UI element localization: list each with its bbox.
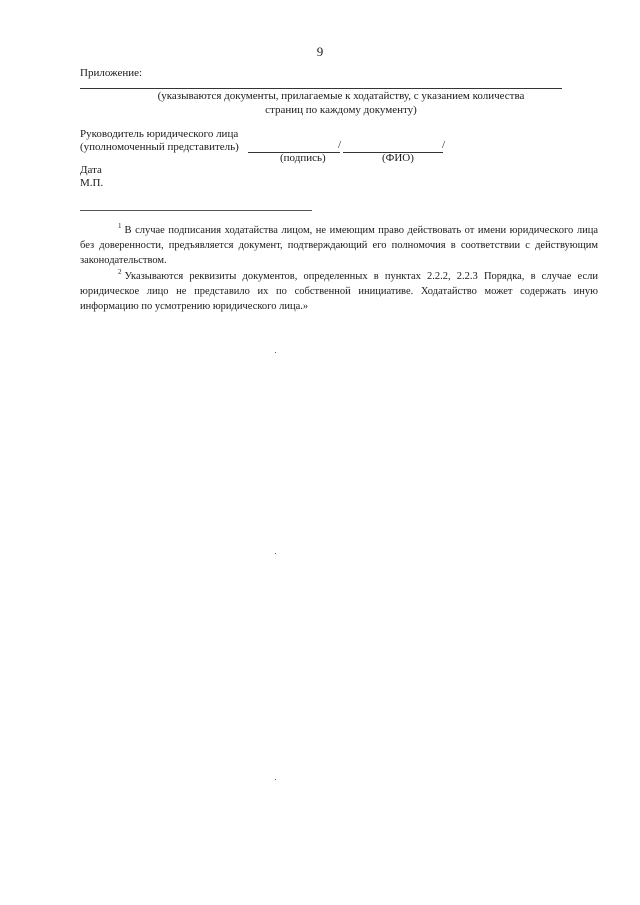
signatory-subtitle: (уполномоченный представитель) [80, 141, 239, 153]
footnote-1-text: В случае подписания ходатайства лицом, не имеющим право действовать от имени юридического лица без доверенности, предъявляется документ, подтверждающий его полномочия в соответствии с действующим законодательством. [80, 225, 598, 267]
attachment-line [80, 88, 562, 89]
scan-speck [275, 352, 276, 353]
attachment-hint-line1: (указываются документы, прилагаемые к ходатайству, с указанием количества [157, 90, 525, 102]
page-number: 9 [316, 44, 324, 59]
name-separator: / [442, 139, 446, 151]
date-label: Дата [80, 164, 102, 176]
footnote-2-mark: 2 [118, 267, 122, 276]
footnote-1 [80, 223, 598, 269]
footnotes [80, 223, 598, 314]
name-caption: (ФИО) [382, 152, 414, 164]
footnote-separator [80, 210, 312, 211]
footnote-2-text: Указываются реквизиты документов, определенных в пунктах 2.2.2, 2.2.3 Порядка, в случае если юридическое лицо не представило их по собственной инициативе. Ходатайство может содержать иную информацию по усмотрению юридического лица.» [80, 270, 598, 313]
footnote-2 [80, 269, 598, 315]
signatory-title: Руководитель юридического лица [80, 128, 239, 140]
scan-speck [275, 779, 276, 780]
footnote-1-mark: 1 [118, 222, 122, 230]
signature-caption: (подпись) [280, 152, 326, 164]
signature-separator: / [338, 139, 342, 151]
scan-speck [275, 553, 276, 554]
attachment-label: Приложение: [80, 67, 143, 79]
seal-label: М.П. [80, 177, 104, 189]
attachment-hint-line2: страниц по каждому документу) [265, 104, 417, 116]
